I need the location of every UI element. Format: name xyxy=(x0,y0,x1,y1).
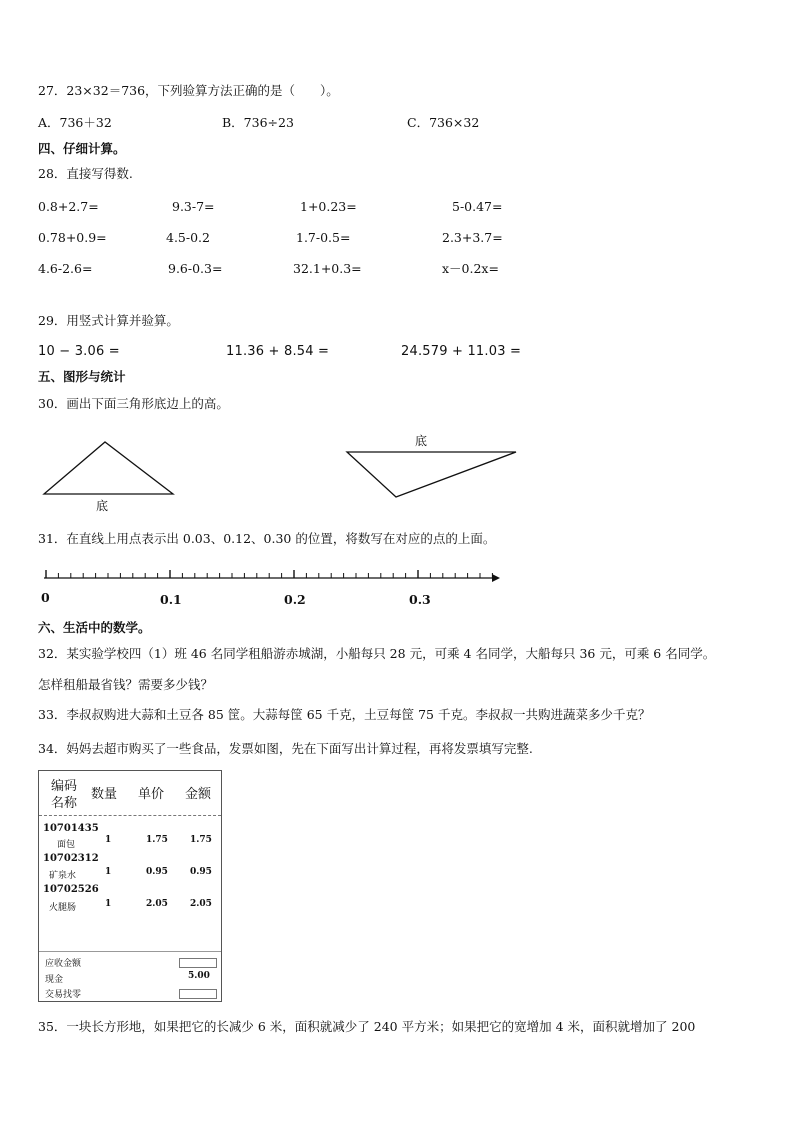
number-line-label: 0 xyxy=(41,590,50,605)
receipt-item-code: 10702312 xyxy=(43,853,99,864)
receipt-item-code: 10701435 xyxy=(43,823,99,834)
receipt-item-price: 1.75 xyxy=(146,835,168,845)
receipt-item-price: 2.05 xyxy=(146,899,168,909)
receipt-change-blank[interactable] xyxy=(179,989,217,999)
number-line-label: 0.1 xyxy=(160,592,182,607)
receipt-change-label: 交易找零 xyxy=(45,990,82,1000)
q28-cell: x－0.2x= xyxy=(442,261,499,276)
receipt-cash-value: 5.00 xyxy=(188,971,210,981)
q29-item: 10 − 3.06 = xyxy=(38,344,120,359)
q28-cell: 0.8+2.7= xyxy=(38,199,99,214)
receipt-item-name: 面包 xyxy=(57,840,76,850)
receipt-header-name: 名称 xyxy=(51,796,78,811)
receipt-item-qty: 1 xyxy=(105,899,112,909)
q28-cell: 5-0.47= xyxy=(452,199,503,214)
receipt-item-amount: 0.95 xyxy=(190,867,212,877)
triangle-1-base-label: 底 xyxy=(96,499,109,513)
number-line-label: 0.2 xyxy=(284,592,306,607)
q29-item: 24.579 + 11.03 = xyxy=(401,344,522,359)
receipt-item-qty: 1 xyxy=(105,835,112,845)
q28-cell: 32.1+0.3= xyxy=(293,261,362,276)
receipt-total-label: 应收金额 xyxy=(45,959,82,969)
receipt-divider xyxy=(39,815,221,816)
q28-cell: 2.3+3.7= xyxy=(442,230,503,245)
q28-cell: 1.7-0.5= xyxy=(296,230,351,245)
receipt xyxy=(38,770,222,1002)
q28-cell: 4.6-2.6= xyxy=(38,261,93,276)
q33-stem: 33．李叔叔购进大蒜和土豆各 85 筐。大蒜每筐 65 千克，土豆每筐 75 千克。李叔叔一共购进蔬菜多少千克？ xyxy=(38,707,651,722)
receipt-cash-label: 现金 xyxy=(45,975,64,985)
q28-cell: 4.5-0.2 xyxy=(166,230,210,245)
section-heading-5: 五、图形与统计 xyxy=(38,369,126,384)
receipt-header-price: 单价 xyxy=(138,787,165,802)
receipt-total-blank[interactable] xyxy=(179,958,217,968)
q34-stem: 34．妈妈去超市购买了一些食品，发票如图，先在下面写出计算过程，再将发票填写完整. xyxy=(38,741,533,756)
q27-stem: 27．23×32＝736，下列验算方法正确的是（ ）。 xyxy=(38,83,339,98)
q28-cell: 0.78+0.9= xyxy=(38,230,107,245)
q28-cell: 9.3-7= xyxy=(172,199,215,214)
receipt-item-price: 0.95 xyxy=(146,867,168,877)
q28-stem: 28．直接写得数. xyxy=(38,166,133,181)
receipt-header-qty: 数量 xyxy=(91,787,118,802)
q29-stem: 29．用竖式计算并验算。 xyxy=(38,313,179,328)
receipt-header-code: 编码 xyxy=(51,779,78,794)
q27-option-b: B．736÷23 xyxy=(222,115,294,130)
receipt-item-name: 矿泉水 xyxy=(49,871,77,881)
q27-option-a: A．736＋32 xyxy=(38,115,112,130)
q30-stem: 30．画出下面三角形底边上的高。 xyxy=(38,396,229,411)
q28-cell: 9.6-0.3= xyxy=(168,261,223,276)
receipt-divider xyxy=(39,951,221,952)
receipt-item-name: 火腿肠 xyxy=(49,903,77,913)
receipt-item-amount: 2.05 xyxy=(190,899,212,909)
receipt-item-qty: 1 xyxy=(105,867,112,877)
number-line-label: 0.3 xyxy=(409,592,431,607)
triangle-2-base-label: 底 xyxy=(415,434,428,448)
q29-item: 11.36 + 8.54 = xyxy=(226,344,330,359)
q32-line2: 怎样租船最省钱？需要多少钱？ xyxy=(38,677,214,692)
q32-line1: 32．某实验学校四（1）班 46 名同学租船游赤城湖，小船每只 28 元，可乘 4 名同学，大船每只 36 元，可乘 6 名同学。 xyxy=(38,646,716,661)
section-heading-4: 四、仔细计算。 xyxy=(38,141,126,156)
receipt-item-amount: 1.75 xyxy=(190,835,212,845)
section-heading-6: 六、生活中的数学。 xyxy=(38,620,151,635)
receipt-header-amount: 金额 xyxy=(185,787,212,802)
receipt-item-code: 10702526 xyxy=(43,884,99,895)
q28-cell: 1+0.23= xyxy=(300,199,357,214)
q31-stem: 31．在直线上用点表示出 0.03、0.12、0.30 的位置，将数写在对应的点的上面。 xyxy=(38,531,496,546)
q27-option-c: C．736×32 xyxy=(407,115,480,130)
q35-stem: 35．一块长方形地，如果把它的长减少 6 米，面积就减少了 240 平方米；如果把它的宽增加 4 米，面积就增加了 200 xyxy=(38,1019,696,1034)
